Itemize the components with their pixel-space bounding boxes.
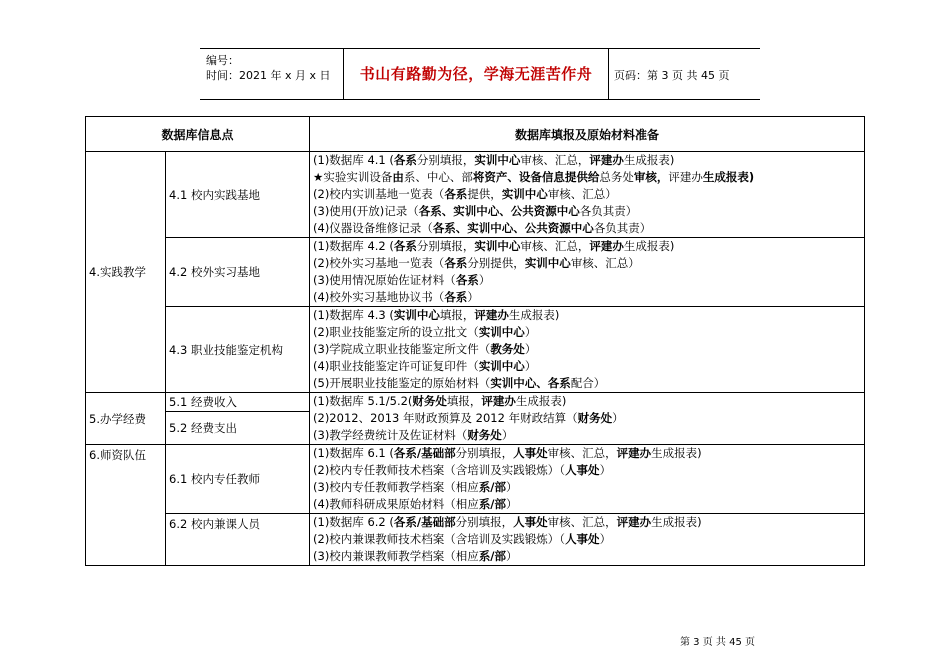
responsible-unit: 系/部 — [478, 549, 507, 563]
section-6-1-details — [310, 445, 865, 514]
detail-text: 生成报表) — [651, 446, 702, 460]
detail-text: ） — [506, 480, 518, 494]
responsible-unit: 生成报表) — [702, 170, 755, 184]
detail-text: 提供， — [467, 187, 502, 201]
detail-text: (3)使用(开放)记录（ — [313, 204, 419, 218]
detail-text: (4)教师科研成果原始材料（相应 — [313, 497, 479, 511]
detail-text: 总务处 — [599, 170, 634, 184]
responsible-unit: 实训中心 — [393, 308, 440, 322]
detail-text: (2)校内兼课教师技术档案（含培训及实践锻炼）（ — [313, 532, 566, 546]
detail-line — [313, 514, 861, 531]
responsible-unit: 各系 — [393, 153, 417, 167]
responsible-unit: 评建办 — [616, 515, 652, 529]
detail-text: 生成报表) — [623, 153, 675, 167]
detail-line — [313, 531, 861, 548]
responsible-unit: 评建办 — [616, 446, 652, 460]
detail-line — [313, 272, 861, 289]
detail-text: 审核、汇总， — [520, 239, 590, 253]
detail-line — [313, 220, 861, 237]
responsible-unit: 财务处 — [577, 411, 613, 425]
detail-text: ） — [612, 411, 624, 425]
page-footer: 第 3 页 共 45 页 — [680, 637, 755, 648]
time-label: 时间：2021 年 x 月 x 日 — [206, 69, 331, 82]
section-4: 4.实践教学 — [86, 152, 166, 393]
detail-text: (2)校内实训基地一览表（ — [313, 187, 445, 201]
detail-line — [313, 169, 861, 186]
detail-text: ） — [599, 532, 612, 546]
detail-text: 审核、汇总， — [547, 515, 617, 529]
header-divider — [608, 49, 609, 99]
detail-text: (2)校内专任教师技术档案（含培训及实践锻炼）（ — [313, 463, 566, 477]
database-table — [85, 116, 865, 566]
section-5-2: 5.2 经费支出 — [166, 412, 310, 445]
responsible-unit: 人事处 — [513, 446, 548, 460]
detail-text: 分别填报， — [455, 446, 514, 460]
detail-line — [313, 289, 861, 306]
responsible-unit: 人事处 — [513, 515, 548, 529]
detail-text: (2)职业技能鉴定所的设立批文（ — [313, 325, 479, 339]
responsible-unit: 实训中心 — [478, 325, 525, 339]
code-label: 编号： — [206, 54, 239, 67]
detail-line — [313, 341, 861, 358]
detail-text: 分别填报， — [455, 515, 514, 529]
detail-text: ） — [467, 290, 479, 304]
detail-text: ） — [599, 463, 612, 477]
detail-text: (1)数据库 4.1 ( — [313, 153, 394, 167]
responsible-unit: 财务处 — [467, 428, 502, 442]
detail-line — [313, 548, 861, 565]
responsible-unit: 各系 — [444, 256, 468, 270]
responsible-unit: 评建办 — [481, 394, 516, 408]
detail-text: ） — [501, 428, 514, 442]
responsible-unit: 财务处 — [412, 394, 447, 408]
detail-text: (3)教学经费统计及佐证材料（ — [313, 428, 468, 442]
detail-text: 各负其责） — [579, 204, 638, 218]
responsible-unit: 实训中心 — [478, 359, 525, 373]
responsible-unit: 系/部 — [478, 497, 507, 511]
detail-text: (1)数据库 4.3 ( — [313, 308, 394, 322]
detail-line — [313, 462, 861, 479]
detail-text: 审核、汇总） — [547, 187, 617, 201]
detail-text: 审核、汇总， — [547, 446, 617, 460]
detail-line — [313, 324, 861, 341]
table-row — [86, 445, 865, 514]
section-6: 6.师资队伍 — [86, 445, 166, 566]
responsible-unit: 教务处 — [490, 342, 525, 356]
table-row — [86, 238, 865, 307]
responsible-unit: 实训中心 — [474, 239, 521, 253]
detail-text: 各负其责） — [593, 221, 652, 235]
detail-text: 分别提供， — [467, 256, 525, 270]
detail-text: (1)数据库 5.1/5.2( — [313, 394, 413, 408]
header-meta — [206, 53, 331, 83]
detail-text: 生成报表) — [508, 308, 560, 322]
detail-line — [313, 186, 861, 203]
detail-text: ） — [506, 497, 518, 511]
detail-text: (2)校外实习基地一览表（ — [313, 256, 445, 270]
section-4-3: 4.3 职业技能鉴定机构 — [166, 307, 310, 393]
detail-text: 审核、汇总， — [520, 153, 590, 167]
detail-text: ★实验实训设备 — [313, 170, 393, 184]
detail-line — [313, 203, 861, 220]
detail-text: (3)校内兼课教师教学档案（相应 — [313, 549, 479, 563]
section-4-1: 4.1 校内实践基地 — [166, 152, 310, 238]
col1-header: 数据库信息点 — [86, 117, 310, 152]
col2-header: 数据库填报及原始材料准备 — [310, 117, 865, 152]
responsible-unit: 各系 — [393, 239, 417, 253]
header-divider — [343, 49, 344, 99]
detail-line — [313, 479, 861, 496]
responsible-unit: 各系/基础部 — [393, 446, 456, 460]
section-5-details — [310, 393, 865, 445]
detail-text: ） — [524, 325, 537, 339]
section-4-1-details — [310, 152, 865, 238]
table-header-row — [86, 117, 865, 152]
section-5: 5.办学经费 — [86, 393, 166, 445]
responsible-unit: 评建办 — [474, 308, 509, 322]
table-row — [86, 152, 865, 238]
responsible-unit: 实训中心 — [474, 153, 521, 167]
responsible-unit: 系/部 — [478, 480, 507, 494]
detail-text: (1)数据库 6.1 ( — [313, 446, 394, 460]
detail-text: (3)校内专任教师教学档案（相应 — [313, 480, 479, 494]
detail-text: (4)校外实习基地协议书（ — [313, 290, 445, 304]
responsible-unit: 各系 — [444, 187, 468, 201]
detail-text: (5)开展职业技能鉴定的原始材料（ — [313, 376, 491, 390]
responsible-unit: 评建办 — [589, 153, 624, 167]
detail-text: 填报， — [439, 308, 475, 322]
detail-line — [313, 393, 861, 410]
section-6-2: 6.2 校内兼课人员 — [166, 514, 310, 566]
detail-text: 生成报表) — [651, 515, 702, 529]
header-page-label: 页码：第 3 页 共 45 页 — [614, 69, 730, 82]
detail-line — [313, 445, 861, 462]
header-motto: 书山有路勤为径，学海无涯苦作舟 — [359, 65, 593, 83]
detail-line — [313, 307, 861, 324]
responsible-unit: 各系/基础部 — [393, 515, 456, 529]
detail-line — [313, 152, 861, 169]
detail-text: (3)使用情况原始佐证材料（ — [313, 273, 456, 287]
detail-text: (2)2012、2013 年财政预算及 2012 年财政结算（ — [313, 411, 578, 425]
section-6-2-details — [310, 514, 865, 566]
section-4-3-details — [310, 307, 865, 393]
responsible-unit: 各系 — [455, 273, 479, 287]
responsible-unit: 各系、实训中心、公共资源中心 — [432, 221, 594, 235]
detail-text: (4)职业技能鉴定许可证复印件（ — [313, 359, 479, 373]
detail-text: 分别填报， — [416, 153, 475, 167]
detail-line — [313, 427, 861, 444]
section-6-1: 6.1 校内专任教师 — [166, 445, 310, 514]
table-row — [86, 514, 865, 566]
responsible-unit: 人事处 — [565, 532, 600, 546]
detail-text: 系、中心、部 — [403, 170, 473, 184]
table-row — [86, 393, 865, 412]
detail-text: 分别填报， — [416, 239, 475, 253]
responsible-unit: 评建办 — [589, 239, 624, 253]
detail-text: 审核、汇总） — [570, 256, 640, 270]
detail-text: 生成报表) — [623, 239, 675, 253]
detail-line — [313, 358, 861, 375]
responsible-unit: 各系、实训中心、公共资源中心 — [418, 204, 580, 218]
table-row — [86, 307, 865, 393]
detail-text: (4)仪器设备维修记录（ — [313, 221, 433, 235]
detail-text: 生成报表) — [515, 394, 567, 408]
responsible-unit: 各系 — [444, 290, 468, 304]
responsible-unit: 由 — [392, 170, 404, 184]
detail-text: ） — [524, 359, 537, 373]
detail-text: (1)数据库 4.2 ( — [313, 239, 394, 253]
section-5-1: 5.1 经费收入 — [166, 393, 310, 412]
responsible-unit: 实训中心 — [524, 256, 571, 270]
detail-text: 评建办 — [668, 170, 703, 184]
detail-text: 填报， — [446, 394, 482, 408]
detail-text: (1)数据库 6.2 ( — [313, 515, 394, 529]
detail-line — [313, 375, 861, 392]
detail-text: (3)学院成立职业技能鉴定所文件（ — [313, 342, 491, 356]
responsible-unit: 审核， — [633, 170, 669, 184]
responsible-unit: 人事处 — [565, 463, 600, 477]
detail-line — [313, 410, 861, 427]
responsible-unit: 将资产、设备信息提供给 — [472, 170, 600, 184]
responsible-unit: 实训中心、各系 — [490, 376, 571, 390]
responsible-unit: 实训中心 — [501, 187, 548, 201]
detail-text: ） — [524, 342, 537, 356]
detail-line — [313, 496, 861, 513]
detail-text: ） — [506, 549, 518, 563]
detail-text: ） — [478, 273, 491, 287]
detail-text: 配合） — [570, 376, 606, 390]
section-4-2-details — [310, 238, 865, 307]
detail-line — [313, 255, 861, 272]
document-header — [200, 48, 760, 100]
section-4-2: 4.2 校外实习基地 — [166, 238, 310, 307]
detail-line — [313, 238, 861, 255]
